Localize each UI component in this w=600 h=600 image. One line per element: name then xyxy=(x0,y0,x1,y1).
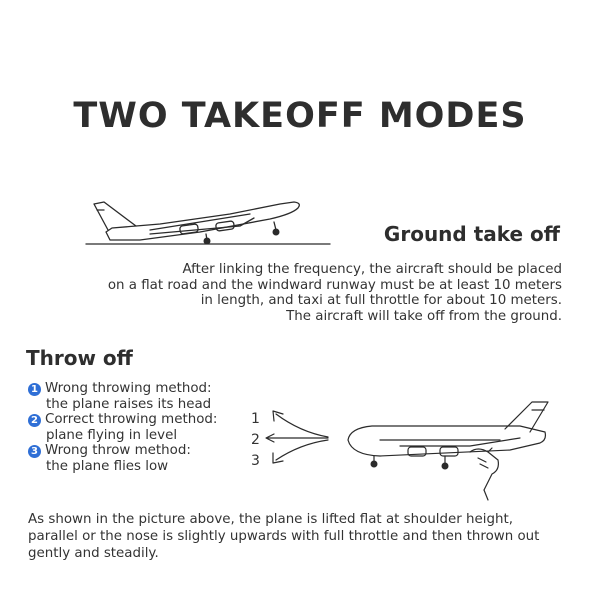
method-title: Wrong throwing method: xyxy=(45,381,212,396)
diagram-label-2: 2 xyxy=(251,432,260,448)
ground-takeoff-description xyxy=(42,262,562,324)
number-badge: 2 xyxy=(28,414,41,427)
ground-takeoff-heading: Ground take off xyxy=(383,222,560,246)
method-title: Correct throwing method: xyxy=(45,412,218,427)
method-item-3 xyxy=(28,443,268,474)
method-detail: the plane raises its head xyxy=(46,396,212,412)
ground-desc-line: on a flat road and the windward runway must be at least 10 meters xyxy=(107,277,562,293)
page-title: TWO TAKEOFF MODES xyxy=(73,96,527,136)
diagram-label-3: 3 xyxy=(251,453,260,469)
throw-instructions: As shown in the picture above, the plane is lifted flat at shoulder height, parallel or the nose is slightly upwards with full throttle and then thrown out gently and steadily. xyxy=(28,512,540,561)
method-detail: the plane flies low xyxy=(46,458,169,474)
throw-off-heading: Throw off xyxy=(26,346,133,370)
number-badge: 1 xyxy=(28,383,41,396)
method-item-1 xyxy=(28,381,268,412)
method-item-2 xyxy=(28,412,268,443)
method-title: Wrong throw method: xyxy=(45,443,191,458)
ground-desc-line: The aircraft will take off from the ground. xyxy=(286,308,562,324)
diagram-label-1: 1 xyxy=(251,411,260,427)
method-detail: plane flying in level xyxy=(46,427,178,443)
number-badge: 3 xyxy=(28,445,41,458)
ground-desc-line: in length, and taxi at full throttle for about 10 meters. xyxy=(200,293,562,308)
ground-desc-line: After linking the frequency, the aircraft should be placed xyxy=(182,262,562,277)
